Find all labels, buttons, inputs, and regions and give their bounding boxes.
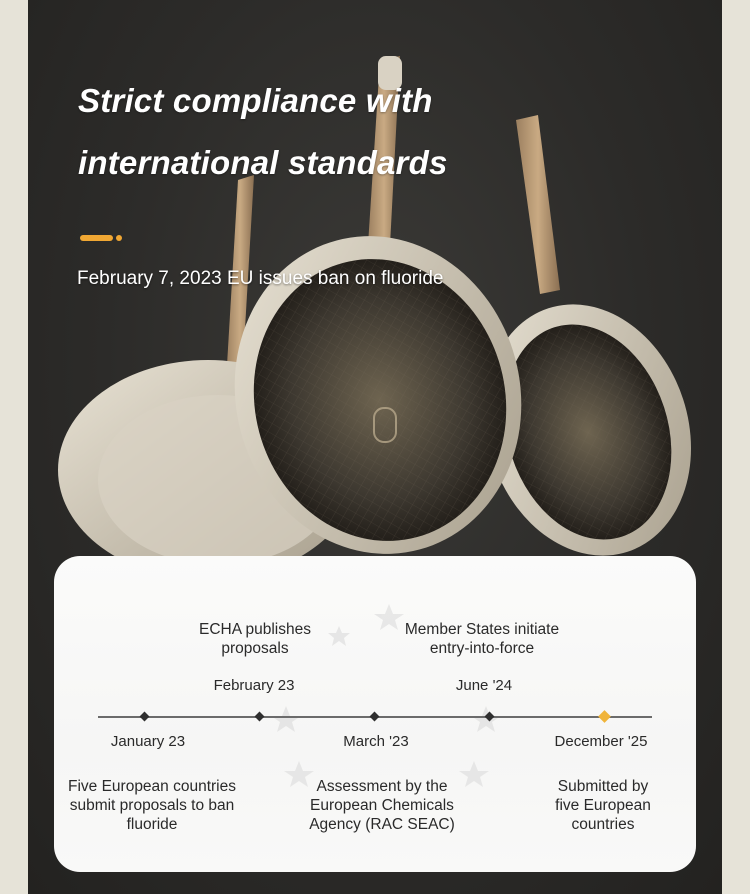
accent-dash-icon — [80, 234, 124, 242]
timeline-event-date: December '25 — [554, 733, 648, 750]
timeline-card — [54, 556, 696, 872]
subtitle: February 7, 2023 EU issues ban on fluoride — [77, 268, 444, 289]
product-page — [28, 0, 722, 894]
timeline-event-desc: Assessment by the European Chemicals Agency (RAC SEAC) — [309, 778, 455, 833]
timeline-event-desc: Submitted by five European countries — [555, 778, 651, 833]
timeline-event-desc: Member States initiate entry-into-force — [404, 621, 560, 657]
timeline-event-date: March '23 — [343, 733, 409, 750]
headline-line-1: Strict compliance with — [78, 82, 433, 119]
headline-line-2: international standards — [78, 144, 448, 181]
headline — [78, 70, 448, 194]
timeline-event-date: February 23 — [213, 677, 295, 694]
timeline-event-date: June '24 — [455, 677, 513, 694]
timeline-event-desc: ECHA publishes proposals — [198, 621, 311, 657]
timeline-event-date: January 23 — [110, 733, 186, 750]
timeline-event-desc: Five European countries submit proposals to ban fluoride — [67, 778, 236, 833]
